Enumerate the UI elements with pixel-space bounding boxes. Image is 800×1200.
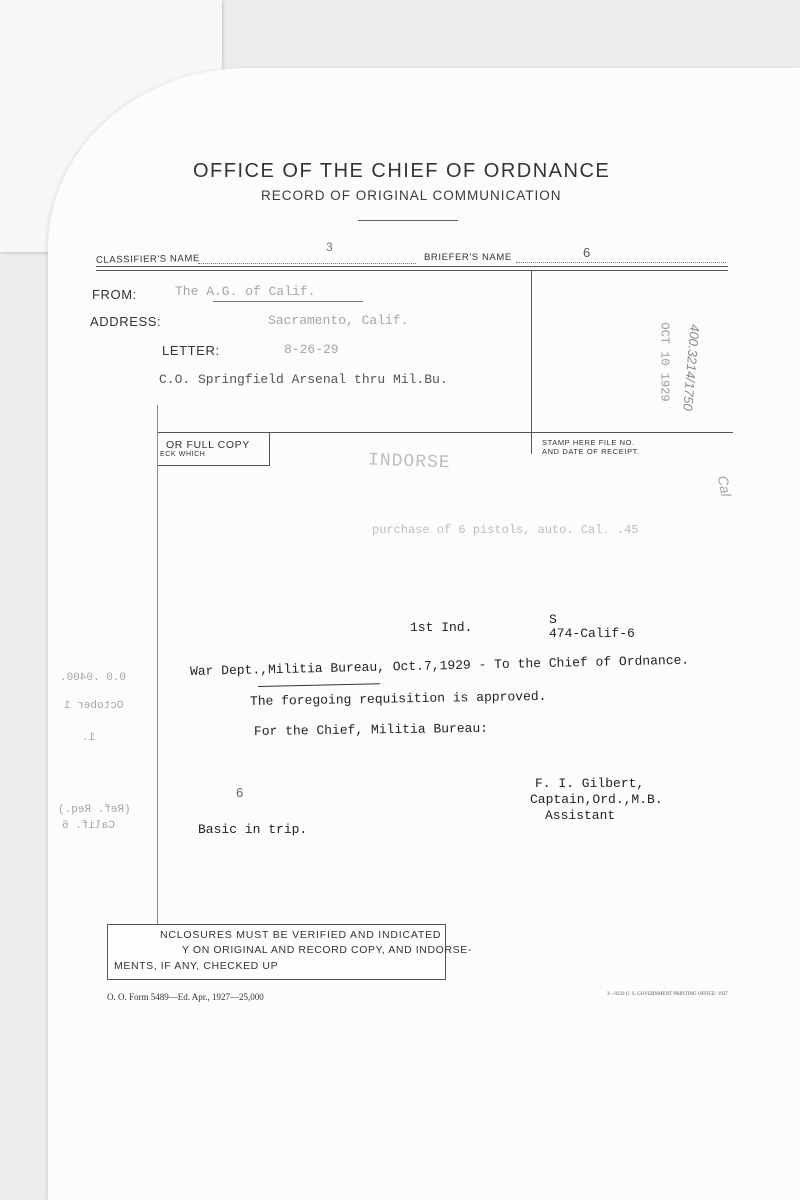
left-margin-edge bbox=[157, 405, 158, 935]
indorsement-heading: 1st Ind. bbox=[410, 620, 473, 635]
ghost-left-line-3: 1. bbox=[82, 732, 96, 744]
info-bottom-rule bbox=[157, 432, 733, 433]
form-title: OFFICE OF THE CHIEF OF ORDNANCE bbox=[193, 160, 611, 182]
copy-box-bottom bbox=[157, 465, 270, 466]
enclosures-line-1: NCLOSURES MUST BE VERIFIED AND INDICATED bbox=[160, 929, 442, 941]
ghost-indorse-stamp: INDORSE bbox=[367, 450, 451, 474]
ghost-left-line-5: Calif. 6 bbox=[62, 820, 115, 832]
ghost-subject-line: purchase of 6 pistols, auto. Cal. .45 bbox=[372, 523, 639, 537]
classifier-dotted-line bbox=[198, 263, 416, 264]
letter-label: LETTER: bbox=[162, 343, 220, 358]
stamp-instruction-1: STAMP HERE FILE NO. bbox=[542, 438, 635, 447]
signer-name: F. I. Gilbert, bbox=[535, 776, 645, 791]
from-underline bbox=[213, 301, 363, 302]
letter-value: 8-26-29 bbox=[284, 342, 339, 357]
classifier-label: CLASSIFIER'S NAME bbox=[95, 253, 200, 266]
indorsement-line-3: For the Chief, Militia Bureau: bbox=[253, 720, 489, 739]
copy-box-text: OR FULL COPY bbox=[166, 439, 250, 451]
title-underline bbox=[358, 220, 458, 221]
indorsement-line-1: War Dept.,Militia Bureau, Oct.7,1929 - To the Chief of Ordnance. bbox=[189, 652, 690, 679]
signer-title: Captain,Ord.,M.B. bbox=[530, 792, 663, 807]
copy-box-subtext: ECK WHICH bbox=[160, 451, 206, 458]
form-subtitle: RECORD OF ORIGINAL COMMUNICATION bbox=[261, 188, 562, 203]
margin-check-mark: 6 bbox=[236, 785, 244, 800]
stamp-divider bbox=[531, 270, 532, 454]
briefer-dotted-line bbox=[516, 262, 726, 263]
ghost-left-line-1: 0.0 .0400. bbox=[60, 672, 127, 684]
from-label: FROM: bbox=[92, 287, 137, 302]
header-rule-bottom bbox=[96, 270, 728, 271]
stamp-instruction-2: AND DATE OF RECEIPT. bbox=[542, 447, 640, 456]
address-label: ADDRESS: bbox=[90, 314, 162, 329]
receipt-file-number: 400.3214/1750 bbox=[680, 323, 703, 412]
briefer-label: BRIEFER'S NAME bbox=[424, 252, 512, 263]
printing-office-line: 3—9229 U. S. GOVERNMENT PRINTING OFFICE: 1927 bbox=[607, 992, 728, 997]
address-value: Sacramento, Calif. bbox=[268, 313, 409, 328]
copy-box-right bbox=[269, 432, 270, 466]
indorsement-file-code-s: S bbox=[549, 612, 557, 627]
receipt-date-stamp: OCT 10 1929 bbox=[657, 322, 672, 402]
ghost-side-note: Cal bbox=[714, 474, 735, 498]
from-value: The A.G. of Calif. bbox=[175, 284, 316, 299]
header-rule-top bbox=[96, 266, 728, 267]
enclosures-line-3: MENTS, IF ANY, CHECKED UP bbox=[114, 960, 279, 972]
ghost-left-line-2: October 1 bbox=[64, 700, 124, 712]
co-line: C.O. Springfield Arsenal thru Mil.Bu. bbox=[159, 372, 448, 387]
ghost-left-line-4: (Ref. Req.) bbox=[58, 804, 131, 816]
indorsement-file-code: 474-Calif-6 bbox=[549, 626, 635, 641]
basic-in-trip-note: Basic in trip. bbox=[198, 822, 308, 837]
enclosures-line-2: Y ON ORIGINAL AND RECORD COPY, AND INDORSE- bbox=[182, 944, 472, 956]
classifier-value: 3 bbox=[326, 240, 333, 254]
signer-role: Assistant bbox=[545, 808, 616, 823]
briefer-value: 6 bbox=[583, 245, 591, 260]
form-number: O. O. Form 5489—Ed. Apr., 1927—25,000 bbox=[107, 992, 264, 1002]
indorsement-line-2: The foregoing requisition is approved. bbox=[249, 688, 547, 709]
